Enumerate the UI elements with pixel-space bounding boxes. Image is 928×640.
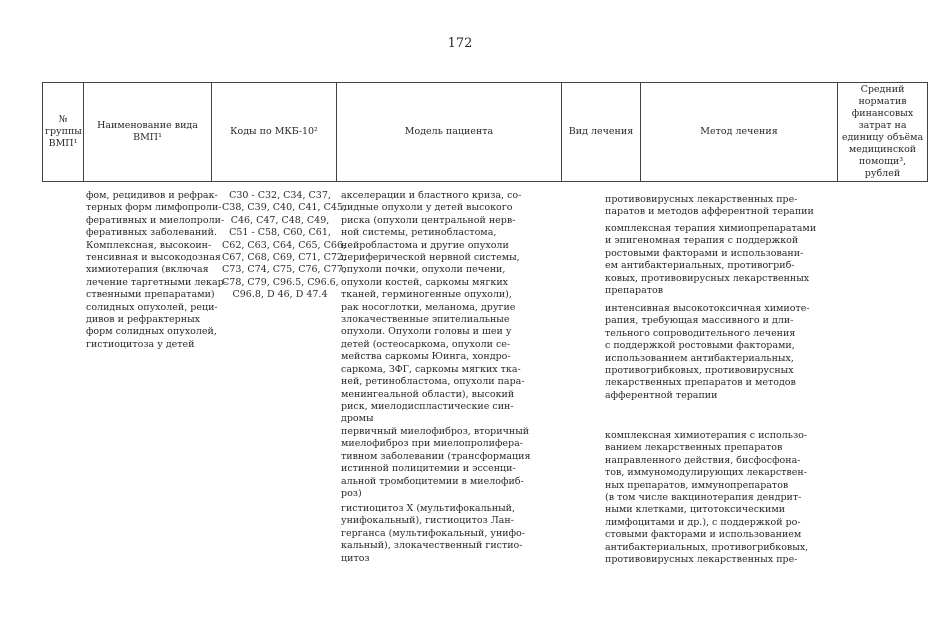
text-line: унифокальный), гистиоцитоз Лан- bbox=[341, 515, 514, 527]
text-line: альной тромбоцитемии в миелофиб- bbox=[341, 475, 524, 487]
text-line: миелофиброз при миелопролифера- bbox=[341, 438, 523, 450]
text-line: гистиоцитоз X (мультифокальный, bbox=[341, 503, 516, 514]
text-line: Комплексная, высокоин- bbox=[86, 239, 212, 251]
text-line: лидные опухоли у детей высокого bbox=[341, 202, 513, 214]
text-line: тельного сопроводительного лечения bbox=[605, 327, 796, 339]
text-line: ными клетками, цитотоксическими bbox=[605, 504, 786, 516]
text-line: с поддержкой ростовыми факторами, bbox=[605, 340, 795, 352]
text-line: истинной полицитемии и эссенци- bbox=[341, 463, 516, 475]
text-line: злокачественные эпителиальные bbox=[341, 314, 510, 326]
text-line: C51 - C58, C60, C61, bbox=[229, 227, 331, 239]
header-treatment-method: Метод лечения bbox=[641, 83, 838, 182]
text-line: противовирусных лекарственных пре- bbox=[605, 194, 798, 205]
icd-codes-cell bbox=[222, 190, 346, 302]
text-line: гистиоцитоза у детей bbox=[86, 338, 195, 350]
table-header bbox=[42, 82, 928, 182]
header-patient-model: Модель пациента bbox=[337, 83, 562, 182]
text-line: менингеальной области), высокий bbox=[341, 388, 515, 400]
text-line: рак носоглотки, меланома, другие bbox=[341, 301, 516, 313]
text-line: препаратов bbox=[605, 285, 664, 297]
text-line: роз) bbox=[341, 488, 362, 500]
text-line: C62, C63, C64, C65, C66, bbox=[222, 239, 346, 251]
vmp-name-cell bbox=[86, 190, 227, 351]
text-line: противогрибковых, противовирусных bbox=[605, 365, 794, 377]
header-group-number: № группы ВМП¹ bbox=[43, 83, 84, 182]
text-line: C46, C47, C48, C49, bbox=[230, 214, 330, 226]
text-line: кальный), злокачественный гистио- bbox=[341, 540, 523, 552]
text-line: дромы bbox=[341, 413, 374, 425]
text-line: ственными препаратами) bbox=[86, 289, 215, 301]
text-line: опухоли почки, опухоли печени, bbox=[341, 264, 506, 276]
text-line: C67, C68, C69, C71, C72, bbox=[222, 252, 346, 264]
text-line: ковых, противовирусных лекарственных bbox=[605, 272, 810, 284]
text-line: тенсивная и высокодозная bbox=[86, 252, 221, 264]
text-line: интенсивная высокотоксичная химиоте- bbox=[605, 303, 810, 314]
treatment-method-cell-1 bbox=[605, 194, 814, 219]
text-line: C73, C74, C75, C76, C77, bbox=[222, 264, 346, 276]
text-line: афферентной терапии bbox=[605, 389, 718, 401]
text-line: фом, рецидивов и рефрак- bbox=[86, 190, 218, 201]
text-line: ванием лекарственных препаратов bbox=[605, 442, 783, 454]
text-line: цитоз bbox=[341, 552, 370, 564]
text-line: направленного действия, бисфосфона- bbox=[605, 454, 801, 466]
text-line: риск, миелодиспластические син- bbox=[341, 400, 514, 412]
text-line: тивном заболевании (трансформация bbox=[341, 450, 531, 462]
text-line: тов, иммуномодулирующих лекарствен- bbox=[605, 467, 807, 479]
page-number: 172 bbox=[447, 36, 473, 51]
treatment-method-cell-2 bbox=[605, 223, 816, 297]
text-line: комплексная химиотерапия с использо- bbox=[605, 430, 808, 441]
text-line: герганса (мультифокальный, унифо- bbox=[341, 527, 525, 539]
text-line: акселерации и бластного криза, со- bbox=[341, 190, 522, 201]
patient-model-cell-3 bbox=[341, 503, 525, 565]
text-line: использованием антибактериальных, bbox=[605, 352, 794, 364]
text-line: стовыми факторами и использованием bbox=[605, 529, 802, 541]
text-line: ных препаратов, иммунопрепаратов bbox=[605, 479, 789, 491]
text-line: ростовыми факторами и использовани- bbox=[605, 247, 804, 259]
text-line: (в том числе вакцинотерапия дендрит- bbox=[605, 492, 802, 504]
text-line: ной системы, ретинобластома, bbox=[341, 227, 497, 239]
text-line: форм солидных опухолей, bbox=[86, 326, 217, 338]
text-line: первичный миелофиброз, вторичный bbox=[341, 426, 530, 437]
patient-model-cell-1 bbox=[341, 190, 525, 426]
text-line: периферической нервной системы, bbox=[341, 252, 520, 264]
treatment-method-cell-3 bbox=[605, 303, 810, 402]
text-line: C38, C39, C40, C41, C45, bbox=[222, 202, 346, 214]
text-line: C96.8, D 46, D 47.4 bbox=[232, 289, 328, 301]
text-line: опухоли. Опухоли головы и шеи у bbox=[341, 326, 512, 338]
text-line: риска (опухоли центральной нерв- bbox=[341, 214, 516, 226]
text-line: солидных опухолей, реци- bbox=[86, 301, 218, 313]
treatment-method-cell-4 bbox=[605, 430, 808, 566]
text-line: опухоли костей, саркомы мягких bbox=[341, 276, 509, 288]
text-line: и эпигеномная терапия с поддержкой bbox=[605, 235, 799, 247]
header-vmp-name: Наименование вида ВМП¹ bbox=[84, 83, 212, 182]
patient-model-cell-2 bbox=[341, 426, 530, 500]
text-line: терных форм лимфопроли- bbox=[86, 202, 222, 214]
text-line: феративных заболеваний. bbox=[86, 227, 217, 239]
text-line: дивов и рефрактерных bbox=[86, 314, 200, 326]
text-line: феративных и миелопроли- bbox=[86, 214, 225, 226]
header-icd-codes: Коды по МКБ-10² bbox=[212, 83, 337, 182]
text-line: комплексная терапия химиопрепаратами bbox=[605, 223, 817, 234]
text-line: лимфоцитами и др.), с поддержкой ро- bbox=[605, 516, 801, 528]
text-line: антибактериальных, противогрибковых, bbox=[605, 541, 809, 553]
text-line: ем антибактериальных, противогриб- bbox=[605, 260, 795, 272]
text-line: химиотерапия (включая bbox=[86, 264, 209, 276]
text-line: C78, C79, C96.5, C96.6, bbox=[222, 276, 339, 288]
text-line: паратов и методов афферентной терапии bbox=[605, 206, 814, 218]
text-line: рапия, требующая массивного и дли- bbox=[605, 315, 794, 327]
text-line: мейства саркомы Юинга, хондро- bbox=[341, 351, 511, 363]
text-line: лекарственных препаратов и методов bbox=[605, 377, 796, 389]
header-treatment-type: Вид лечения bbox=[562, 83, 641, 182]
text-line: нейробластома и другие опухоли bbox=[341, 239, 509, 251]
text-line: противовирусных лекарственных пре- bbox=[605, 554, 798, 566]
text-line: C30 - C32, C34, C37, bbox=[229, 190, 331, 201]
text-line: ней, ретинобластома, опухоли пара- bbox=[341, 376, 525, 388]
text-line: детей (остеосаркома, опухоли се- bbox=[341, 338, 511, 350]
text-line: лечение таргетными лекар- bbox=[86, 276, 227, 288]
text-line: саркома, ЗФГ, саркомы мягких тка- bbox=[341, 363, 521, 375]
text-line: тканей, герминогенные опухоли), bbox=[341, 289, 512, 301]
header-cost-standard: Средний норматив финансовых затрат на единицу объёма медицинской помощи³, рублей bbox=[838, 83, 928, 182]
